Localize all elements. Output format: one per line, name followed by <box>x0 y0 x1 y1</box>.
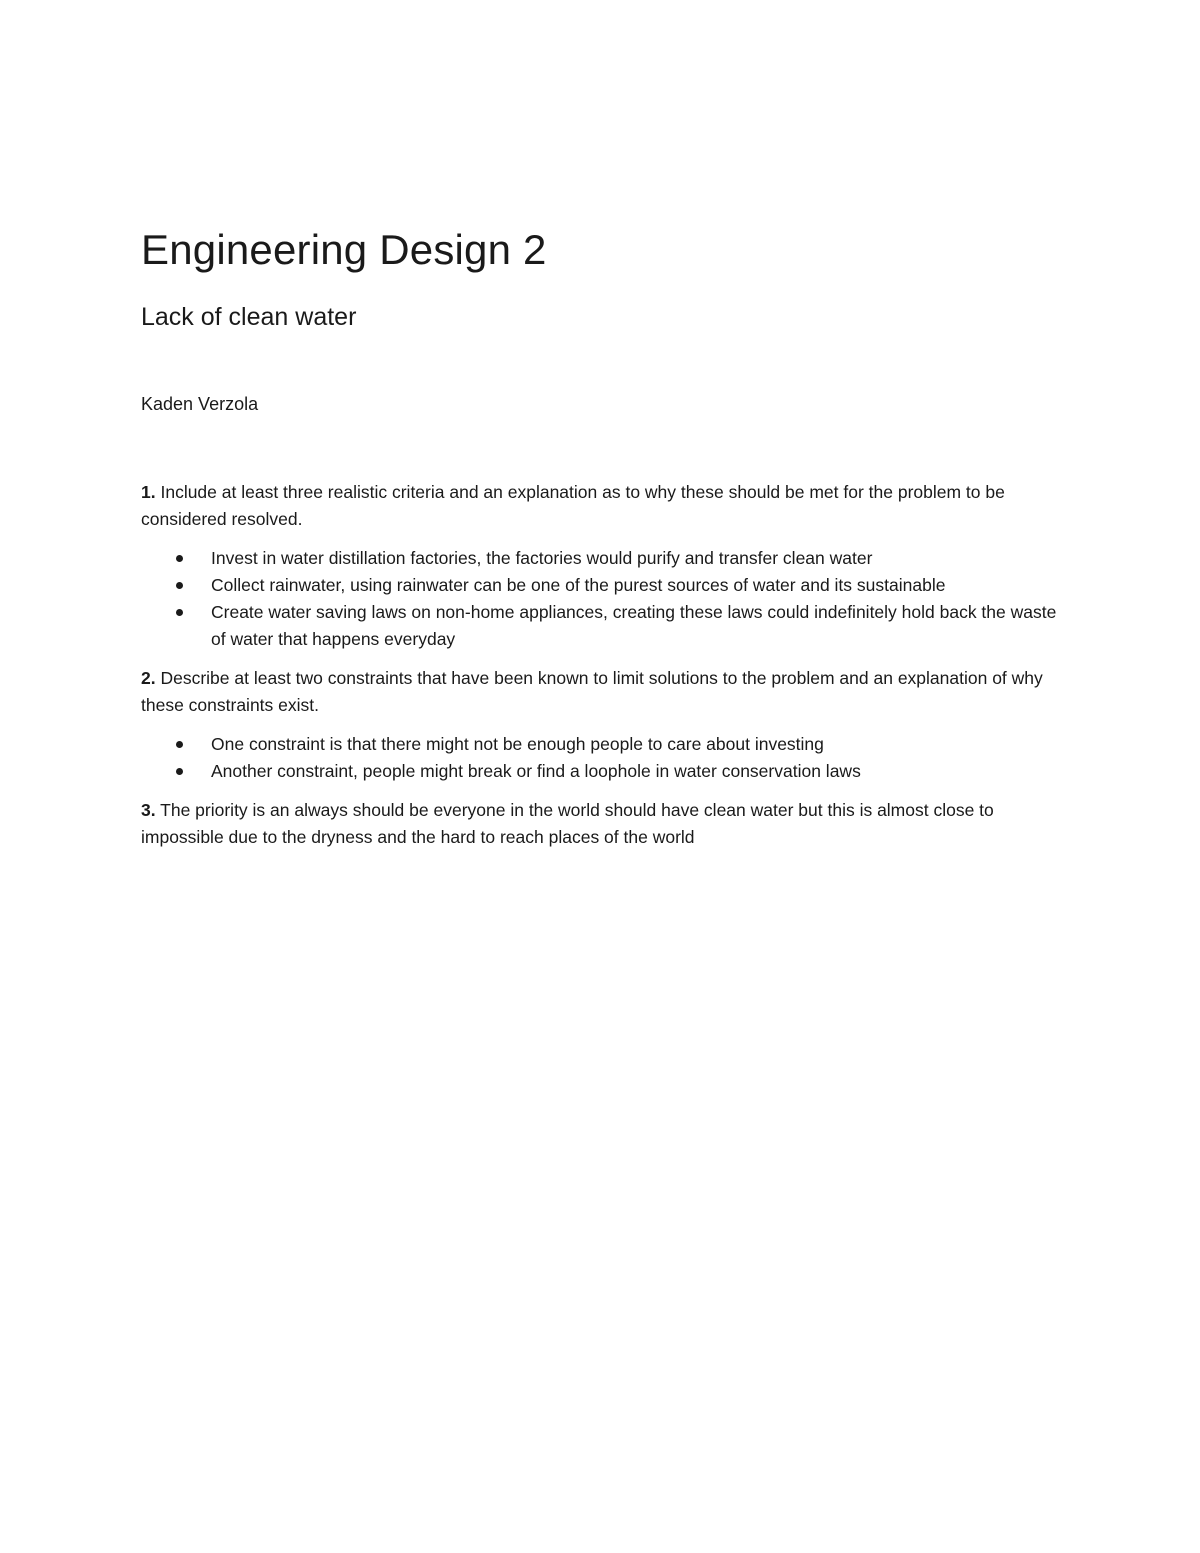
question-text: Include at least three realistic criteria and an explanation as to why these should be met for the problem to be considered resolved. <box>141 482 1005 529</box>
document-subtitle: Lack of clean water <box>141 303 357 331</box>
list-item-text: Collect rainwater, using rainwater can be one of the purest sources of water and its sustainable <box>211 575 946 595</box>
author-name: Kaden Verzola <box>141 394 259 414</box>
question-number: 2. <box>141 668 156 688</box>
criteria-list <box>141 545 1066 653</box>
list-item-text: Invest in water distillation factories, the factories would purify and transfer clean water <box>211 548 873 568</box>
list-item <box>141 758 1066 785</box>
list-item-text: Create water saving laws on non-home appliances, creating these laws could indefinitely hold back the waste of water that happens everyday <box>211 602 1057 649</box>
list-item <box>141 545 1066 572</box>
bullet-icon <box>176 768 183 775</box>
list-item <box>141 572 1066 599</box>
question-1 <box>141 479 1066 533</box>
bullet-icon <box>176 609 183 616</box>
list-item <box>141 731 1066 758</box>
bullet-icon <box>176 741 183 748</box>
question-2 <box>141 665 1066 719</box>
bullet-icon <box>176 555 183 562</box>
list-item <box>141 599 1066 653</box>
list-item-text: One constraint is that there might not be enough people to care about investing <box>211 734 824 754</box>
constraints-list <box>141 731 1066 785</box>
document-title: Engineering Design 2 <box>141 226 547 273</box>
question-3 <box>141 797 1066 851</box>
question-number: 1. <box>141 482 156 502</box>
list-item-text: Another constraint, people might break or find a loophole in water conservation laws <box>211 761 861 781</box>
question-number: 3. <box>141 800 156 820</box>
question-text: Describe at least two constraints that have been known to limit solutions to the problem and an explanation of why these constraints exist. <box>141 668 1043 715</box>
document-body <box>141 222 1066 851</box>
bullet-icon <box>176 582 183 589</box>
question-text: The priority is an always should be everyone in the world should have clean water but this is almost close to impossible due to the dryness and the hard to reach places of the world <box>141 800 994 847</box>
